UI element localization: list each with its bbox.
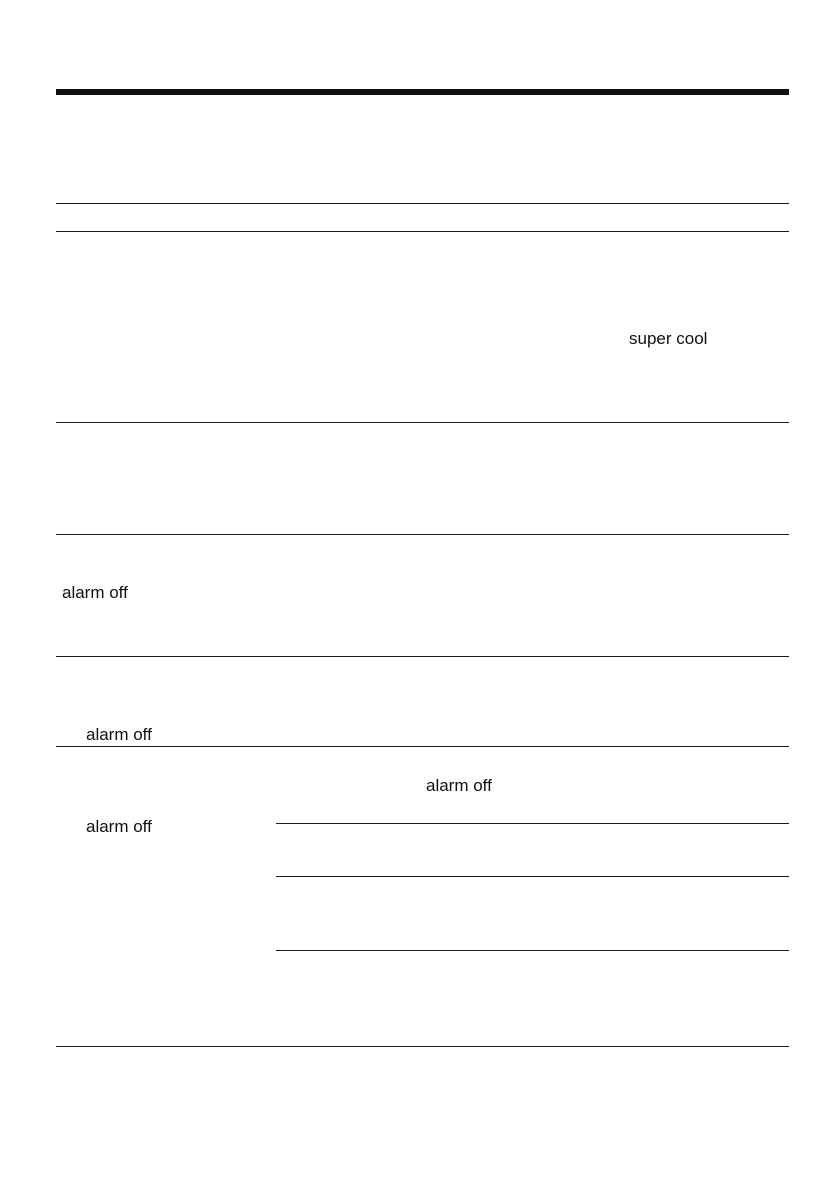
header-rule-bottom xyxy=(56,231,789,232)
row-4-divider xyxy=(56,746,789,747)
row-3-divider xyxy=(56,656,789,657)
alarm-off-label-row5-left: alarm off xyxy=(86,817,152,836)
row-5-sub-divider-3 xyxy=(276,950,789,951)
super-cool-label: super cool xyxy=(629,329,708,348)
header-rule-top xyxy=(56,203,789,204)
table-bottom-rule xyxy=(56,1046,789,1047)
alarm-off-label-row3: alarm off xyxy=(62,583,128,602)
row-5-sub-divider-1 xyxy=(276,823,789,824)
row-5-sub-divider-2 xyxy=(276,876,789,877)
row-1-divider xyxy=(56,422,789,423)
row-2-divider xyxy=(56,534,789,535)
alarm-off-label-row4: alarm off xyxy=(86,725,152,744)
top-heavy-rule xyxy=(56,89,789,95)
alarm-off-label-row5-right: alarm off xyxy=(426,776,492,795)
